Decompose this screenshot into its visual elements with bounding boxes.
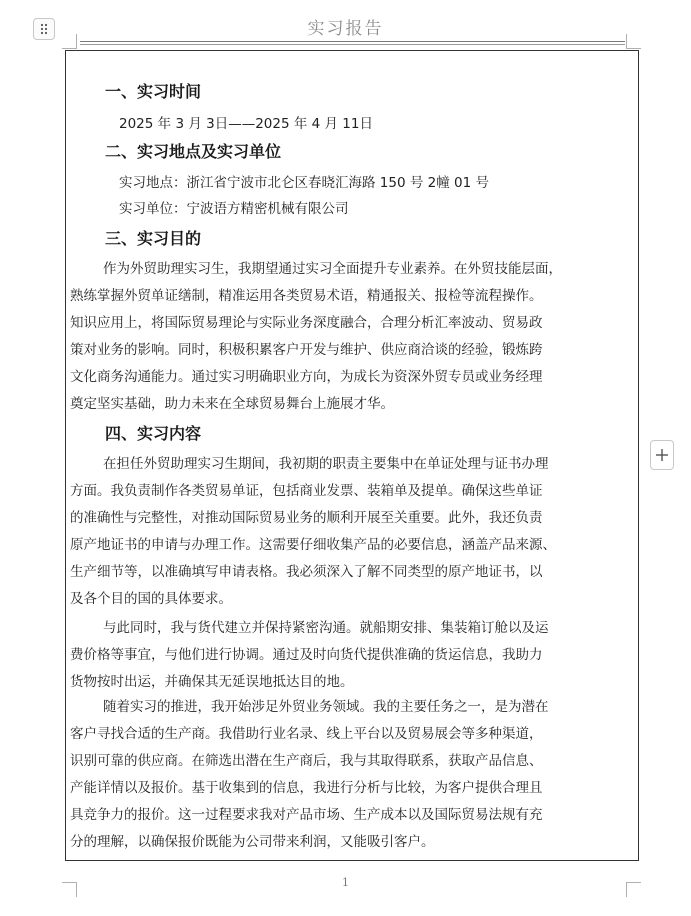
internship-company: 实习单位：宁波语方精密机械有限公司 bbox=[119, 201, 349, 217]
plus-icon bbox=[655, 448, 669, 462]
add-block-button[interactable] bbox=[650, 440, 674, 470]
paragraph-line: 与此同时，我与货代建立并保持紧密沟通。就船期安排、集装箱订舱以及运 bbox=[103, 620, 549, 636]
page-number: 1 bbox=[342, 876, 349, 889]
paragraph-line: 知识应用上，将国际贸易理论与实际业务深度融合，合理分析汇率波动、贸易政 bbox=[70, 315, 543, 331]
paragraph-line: 随着实习的推进，我开始涉足外贸业务领域。我的主要任务之一，是为潜在 bbox=[103, 699, 549, 715]
paragraph-line: 在担任外贸助理实习生期间，我初期的职责主要集中在单证处理与证书办理 bbox=[103, 456, 549, 472]
paragraph-line: 文化商务沟通能力。通过实习明确职业方向，为成长为资深外贸专员或业务经理 bbox=[70, 369, 543, 385]
section-heading: 四、实习内容 bbox=[105, 424, 202, 443]
paragraph-line: 策对业务的影响。同时，积极积累客户开发与维护、供应商洽谈的经验，锻炼跨 bbox=[70, 342, 543, 358]
section-heading: 一、实习时间 bbox=[105, 82, 202, 101]
internship-period: 2025 年 3 月 3日——2025 年 4 月 11日 bbox=[119, 116, 373, 132]
paragraph-line: 奠定坚实基础，助力未来在全球贸易舞台上施展才华。 bbox=[70, 396, 394, 412]
paragraph-line: 原产地证书的申请与办理工作。这需要仔细收集产品的必要信息，涵盖产品来源、 bbox=[70, 537, 556, 553]
paragraph-line: 生产细节等，以准确填写申请表格。我必须深入了解不同类型的原产地证书，以 bbox=[70, 564, 543, 580]
section-heading: 二、实习地点及实习单位 bbox=[105, 142, 282, 161]
paragraph-line: 方面。我负责制作各类贸易单证，包括商业发票、装箱单及提单。确保这些单证 bbox=[70, 483, 543, 499]
paragraph-line: 费价格等事宜，与他们进行协调。通过及时向货代提供准确的货运信息，我助力 bbox=[70, 647, 543, 663]
section-heading: 三、实习目的 bbox=[105, 229, 202, 248]
crop-mark-top-left bbox=[62, 34, 77, 49]
header-title: 实习报告 bbox=[307, 19, 384, 39]
paragraph-line: 分的理解，以确保报价既能为公司带来利润，又能吸引客户。 bbox=[70, 834, 435, 850]
paragraph-line: 具竞争力的报价。这一过程要求我对产品市场、生产成本以及国际贸易法规有充 bbox=[70, 807, 543, 823]
paragraph-line: 识别可靠的供应商。在筛选出潜在生产商后，我与其取得联系，获取产品信息、 bbox=[70, 753, 543, 769]
paragraph-line: 的准确性与完整性，对推动国际贸易业务的顺利开展至关重要。此外，我还负责 bbox=[70, 510, 543, 526]
header-rule bbox=[80, 41, 625, 42]
paragraph-line: 熟练掌握外贸单证缮制，精准运用各类贸易术语，精通报关、报检等流程操作。 bbox=[70, 288, 543, 304]
internship-location: 实习地点：浙江省宁波市北仑区春晓汇海路 150 号 2幢 01 号 bbox=[119, 175, 489, 191]
paragraph-line: 货物按时出运，并确保其无延误地抵达目的地。 bbox=[70, 674, 354, 690]
paragraph-line: 客户寻找合适的生产商。我借助行业名录、线上平台以及贸易展会等多种渠道， bbox=[70, 726, 543, 742]
header-rule bbox=[80, 44, 625, 45]
paragraph-line: 作为外贸助理实习生，我期望通过实习全面提升专业素养。在外贸技能层面， bbox=[103, 261, 562, 277]
paragraph-line: 及各个目的国的具体要求。 bbox=[70, 591, 232, 607]
paragraph-line: 产能详情以及报价。基于收集到的信息，我进行分析与比较，为客户提供合理且 bbox=[70, 780, 543, 796]
crop-mark-top-right bbox=[626, 34, 641, 49]
